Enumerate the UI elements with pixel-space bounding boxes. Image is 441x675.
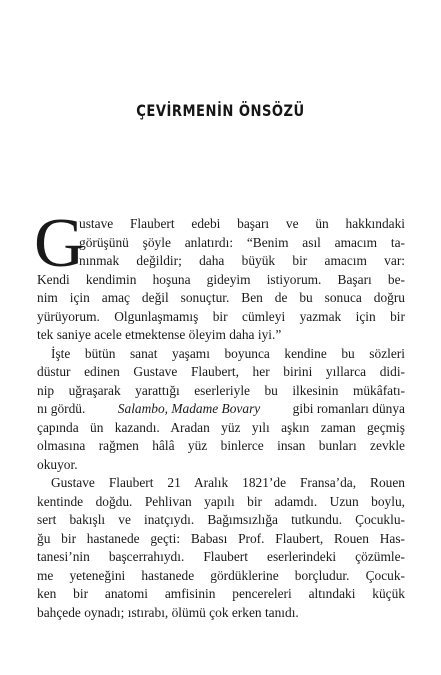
paragraph-line: ken bir anatomi amfisinin pencereleri altındaki küçük <box>37 586 405 601</box>
paragraph-line: ustave Flaubert edebi başarı ve ün hakkındaki <box>79 216 405 231</box>
paragraph-line: nınmak değildir; daha büyük bir amacım var: <box>79 253 405 268</box>
paragraph-line: nip uğraşarak yarattığı eserleriyle bu ilkesinin mükâfatı- <box>37 382 405 398</box>
paragraph-line: yürüyorum. Olgunlaşmamış bir cümleyi yazmak için bir <box>37 308 405 324</box>
line-segment: nı gördü. <box>37 401 86 416</box>
paragraph-line: tanesi’nin başcerrahıydı. Flaubert eserlerindeki çözümle- <box>37 549 405 564</box>
paragraph-line: me yeteneğini hastanede gördüklerine borçludur. Çocuk- <box>37 567 405 583</box>
paragraph-line: olmasına rağmen hâlâ yüz binlerce insan bunları zevkle <box>37 438 405 453</box>
line-segment: gibi romanları dünya <box>292 401 405 416</box>
paragraph-line: kentinde doğdu. Pehlivan yapılı bir adamdı. Uzun boylu, <box>37 493 405 509</box>
paragraph-line: bahçede oynadı; ıstırabı, ölümü çok erken tanıdı. <box>37 604 299 620</box>
paragraph-line: İşte bütün sanat yaşamı boyunca kendine bu sözleri <box>51 345 405 361</box>
paragraph-line: görüşünü şöyle anlatırdı: “Benim asıl amacım ta- <box>79 234 405 250</box>
paragraph-line: ğu bir hastanede geçti: Babası Prof. Flaubert, Rouen Has- <box>37 530 405 546</box>
paragraph-line: tek saniye acele etmektense öleyim daha iyi.” <box>37 327 282 342</box>
paragraph-line: nim için amaç değil sonuçtur. Ben de bu sonuca doğru <box>37 290 405 305</box>
paragraph-line: çapında ün kazandı. Aradan yüz yılı aşkın zaman geçmiş <box>37 419 405 435</box>
italic-book-titles: Salambo, Madame Bovary <box>117 401 261 416</box>
paragraph-line: Gustave Flaubert 21 Aralık 1821’de Fransa’da, Rouen <box>51 475 405 490</box>
paragraph-line: Kendi kendimin hoşuna gideyim istiyorum. Başarı be- <box>37 271 405 287</box>
paragraph-line: okuyor. <box>37 456 78 472</box>
paragraph-line: düstur edinen Gustave Flaubert, her birini yıllarca didi- <box>37 364 405 379</box>
drop-cap-letter: G <box>34 205 85 282</box>
chapter-title: ÇEVİRMENİN ÖNSÖZÜ <box>136 101 305 120</box>
paragraph-line: sert bakışlı ve inatçıydı. Bağımsızlığa tutkundu. Çocuklu- <box>37 512 405 527</box>
paragraph-line-mixed <box>37 400 405 419</box>
